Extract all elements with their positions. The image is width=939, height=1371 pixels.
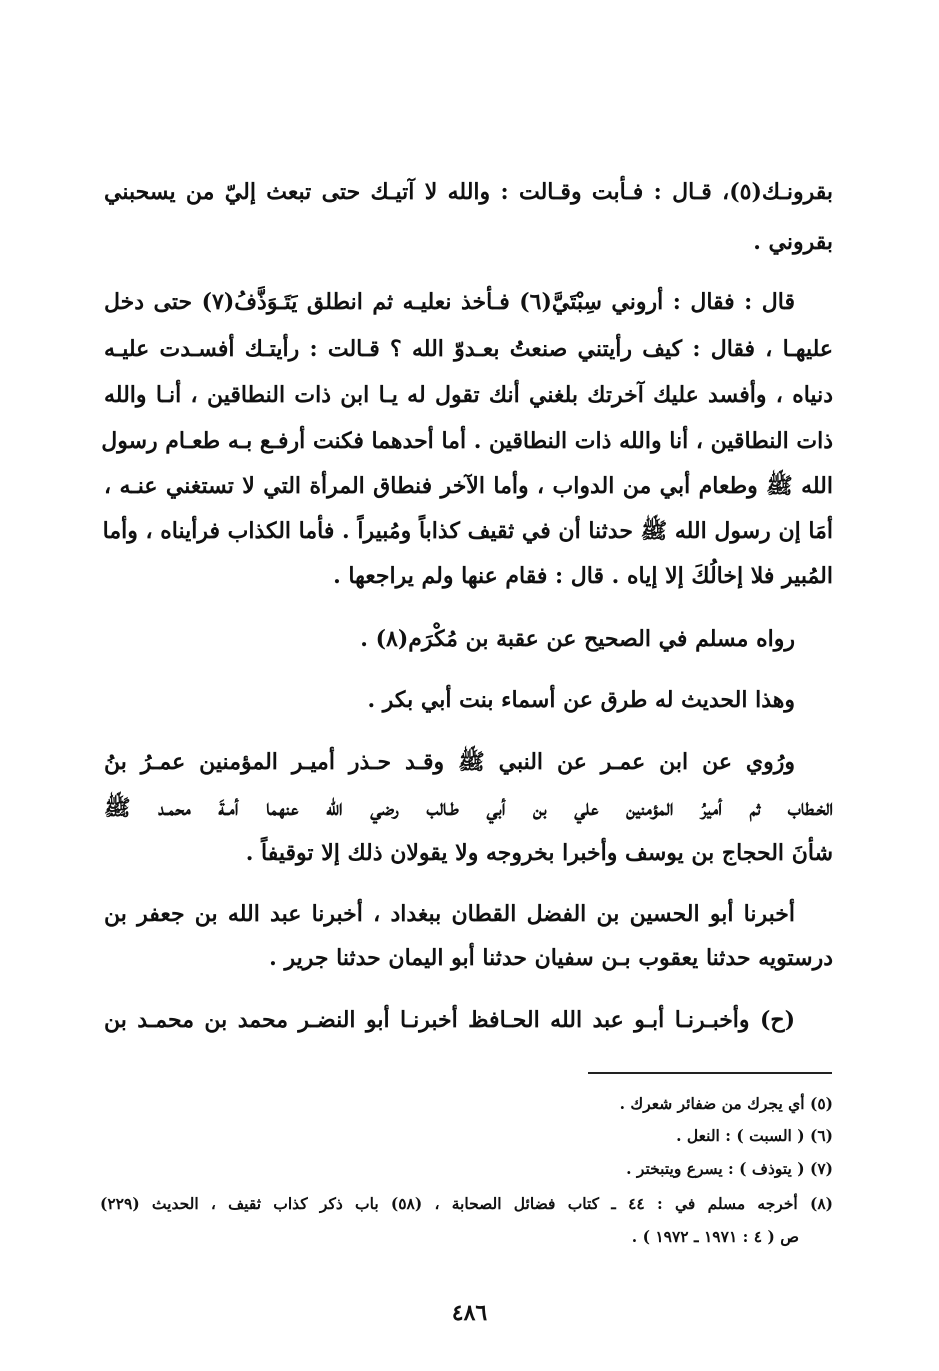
body-line: المُبير فلا إخالُكَ إلا إياه . قال : فقام عنها ولم يراجعها .: [333, 563, 833, 589]
body-line: وهذا الحديث له طرق عن أسماء بنت أبي بكر .: [367, 687, 795, 713]
body-line: الخـطاب ثم أميرُ المؤمنين علي بن أبي طـالب رضي الله عنهما أمـةَ محمـد ﷺ: [104, 795, 833, 821]
footnote: ص ( ٤ : ١٩٧١ ـ ١٩٧٢ ) .: [631, 1227, 799, 1246]
body-line: الله ﷺ وطعام أبي من الدواب ، وأما الآخر فنطاق المرأة التي لا تستغني عنـه ،: [104, 473, 833, 499]
body-line: رواه مسلم في الصحيح عن عقبة بن مُكْرَم(٨) .: [360, 626, 795, 652]
footnote: (٧) ( يتوذف ) : يسرع ويتبختر .: [626, 1159, 833, 1178]
footnote: (٥) أي يجرك من ضفائر شعرك .: [619, 1094, 833, 1113]
body-line: شأنَ الحجاج بن يوسف وأخبرا بخروجه ولا يقولان ذلك إلا توقيفاً .: [245, 840, 833, 866]
body-line: دنياه ، وأفسد عليك آخرتك بلغني أنك تقول له يـا ابن ذات النطاقين ، أنـا والله: [104, 382, 833, 408]
footnote: (٦) ( السبت ) : النعل .: [676, 1126, 833, 1145]
body-line: ورُوي عن ابن عمـر عن النبي ﷺ وقـد حـذر أميـر المؤمنين عمـرُ بنُ: [104, 749, 795, 775]
body-line: أخبرنا أبو الحسين بن الفضل القطان ببغداد ، أخبرنا عبد الله بن جعفر بن: [104, 901, 795, 927]
body-line: بقروني .: [753, 229, 833, 255]
body-line: درستويه حدثنا يعقوب بـن سفيان حدثنا أبو اليمان حدثنا جرير .: [269, 945, 833, 971]
page-number: ٤٨٦: [451, 1300, 488, 1326]
body-line: قال : فقال : أروني سِبْتَيَّ(٦) فـأخذ نعليـه ثم انطلق يَتَـوَذَّفُ(٧) حتى دخل: [104, 289, 795, 315]
body-line: ذات النطاقين ، أنا والله ذات النطاقين . أما أحدهما فكنت أرفـع بـه طعـام رسول: [101, 428, 833, 454]
footnote: (٨) أخرجه مسلم في : ٤٤ ـ كتاب فضائل الصحابة ، (٥٨) باب ذكر كذاب ثقيف ، الحديث (٢٢٩): [100, 1194, 833, 1213]
body-line: بقرونـك(٥)، قـال : فـأبت وقـالت : والله لا آتيـك حتى تبعث إليّ من يسحبني: [104, 179, 833, 205]
body-line: أمَا إن رسول الله ﷺ حدثنا أن في ثقيف كذاباً ومُبيراً . فأما الكذاب فرأيناه ، وأما: [102, 518, 833, 544]
body-line: (ح) وأخبـرنـا أبـو عبد الله الحـافظ أخبرنـا أبو النضـر محمد بن محمـد بن: [104, 1007, 795, 1033]
footnote-separator: [588, 1072, 832, 1074]
body-line: عليهـا ، فقال : كيف رأيتني صنعتُ بعـدوّ الله ؟ قـالت : رأيتـك أفسـدت عليـه: [104, 336, 833, 362]
